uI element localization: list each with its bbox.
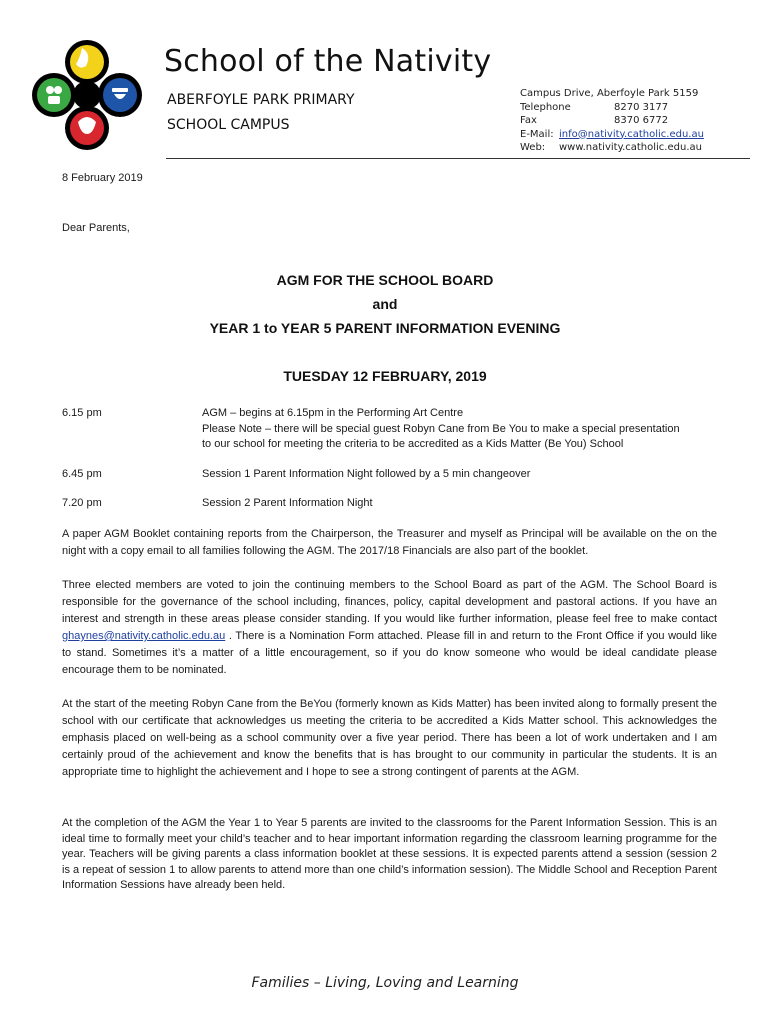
web-address: www.nativity.catholic.edu.au — [559, 142, 702, 153]
schedule-item — [62, 496, 752, 512]
letter-greeting: Dear Parents, — [62, 222, 130, 234]
address: Campus Drive, Aberfoyle Park 5159 — [520, 88, 699, 99]
schedule-item — [62, 406, 752, 454]
paragraph-agm-booklet: A paper AGM Booklet containing reports from the Chairperson, the Treasurer and myself as Principal will be available on the on the night with a copy email to all families following the AGM. The 2017/18 Financials are also part of the booklet. — [62, 528, 717, 557]
schedule-time: 6.45 pm — [62, 468, 102, 480]
schedule-description — [202, 406, 680, 453]
heading-info-evening: YEAR 1 to YEAR 5 PARENT INFORMATION EVENING — [209, 320, 561, 336]
letter-date: 8 February 2019 — [62, 172, 143, 184]
telephone-row — [520, 101, 704, 115]
school-name: School of the Nativity — [164, 44, 492, 79]
schedule-description: Session 1 Parent Information Night followed by a 5 min changeover — [202, 468, 531, 480]
paragraph-text: . There is a Nomination Form attached. Please fill in and return to the Front Office if you would like to stand. Sometimes it’s a matter of a little encouragement, so if you do know someone who would be ideal candidate please encourage them to be nominated. — [62, 630, 717, 676]
telephone-number: 8270 3177 — [614, 101, 669, 113]
fax-number: 8370 6772 — [614, 115, 669, 126]
email-link[interactable]: info@nativity.catholic.edu.au — [559, 128, 704, 140]
email-row — [520, 128, 704, 142]
schedule-time: 6.15 pm — [62, 407, 102, 419]
heading-agm: AGM FOR THE SCHOOL BOARD — [276, 272, 494, 288]
schedule-description: Session 2 Parent Information Night — [202, 497, 373, 509]
header-divider — [166, 158, 750, 159]
schedule-line: Please Note – there will be special guest Robyn Cane from Be You to make a special presentation — [202, 422, 680, 435]
email-label: E-Mail: — [520, 128, 554, 140]
paragraph-text: Three elected members are voted to join the continuing members to the School Board as part of the AGM. The School Board is responsible for the governance of the school including, finances, policy, capital development and pastoral actions. If you have an interest and strength in these areas please consider standing. If you would like further information, please feel free to make contact — [62, 579, 717, 625]
school-logo — [30, 38, 144, 152]
fax-row — [520, 114, 704, 128]
footer-motto: Families – Living, Loving and Learning — [251, 975, 519, 991]
paragraph-school-board — [62, 577, 717, 679]
campus-name-line1: ABERFOYLE PARK PRIMARY — [167, 92, 355, 108]
campus-name-line2: SCHOOL CAMPUS — [167, 117, 290, 133]
web-label: Web: — [520, 142, 546, 153]
web-row — [520, 141, 704, 155]
heading-and: and — [372, 296, 398, 312]
contact-email-link[interactable]: ghaynes@nativity.catholic.edu.au — [62, 630, 226, 642]
schedule-item — [62, 467, 752, 483]
schedule-time: 7.20 pm — [62, 497, 102, 509]
schedule-line: to our school for meeting the criteria to be accredited as a Kids Matter (Be You) School — [202, 438, 624, 450]
paragraph-info-session: At the completion of the AGM the Year 1 to Year 5 parents are invited to the classrooms for the Parent Information Session. This is an ideal time to formally meet your child’s teacher and to hear important information regarding the classroom learning programme for the year. Teachers will be giving parents a class information booklet at these sessions. It is expected parents attend a session (session 2 is a repeat of session 1 to allow parents to attend more than one child’s information session). The Middle School and Reception Parent Information Sessions have already been held. — [62, 817, 717, 891]
heading-date: TUESDAY 12 FEBRUARY, 2019 — [283, 368, 487, 384]
telephone-label: Telephone — [520, 101, 571, 113]
fax-label: Fax — [520, 115, 537, 126]
schedule-line: AGM – begins at 6.15pm in the Performing Art Centre — [202, 407, 464, 419]
paragraph-beyou: At the start of the meeting Robyn Cane from the BeYou (formerly known as Kids Matter) has been invited along to formally present the school with our certificate that acknowledges us meeting the criteria to be accredited a Kids Matter school. This acknowledges the emphasis placed on well-being as a school community over a five year period. There has been a lot of work undertaken and I am certainly proud of the achievement and know the benefits that is has brought to our community in particular the students. It is an appropriate time to highlight the achievement and I hope to see a strong contingent of parents at the AGM. — [62, 698, 717, 778]
contact-block — [520, 87, 704, 155]
